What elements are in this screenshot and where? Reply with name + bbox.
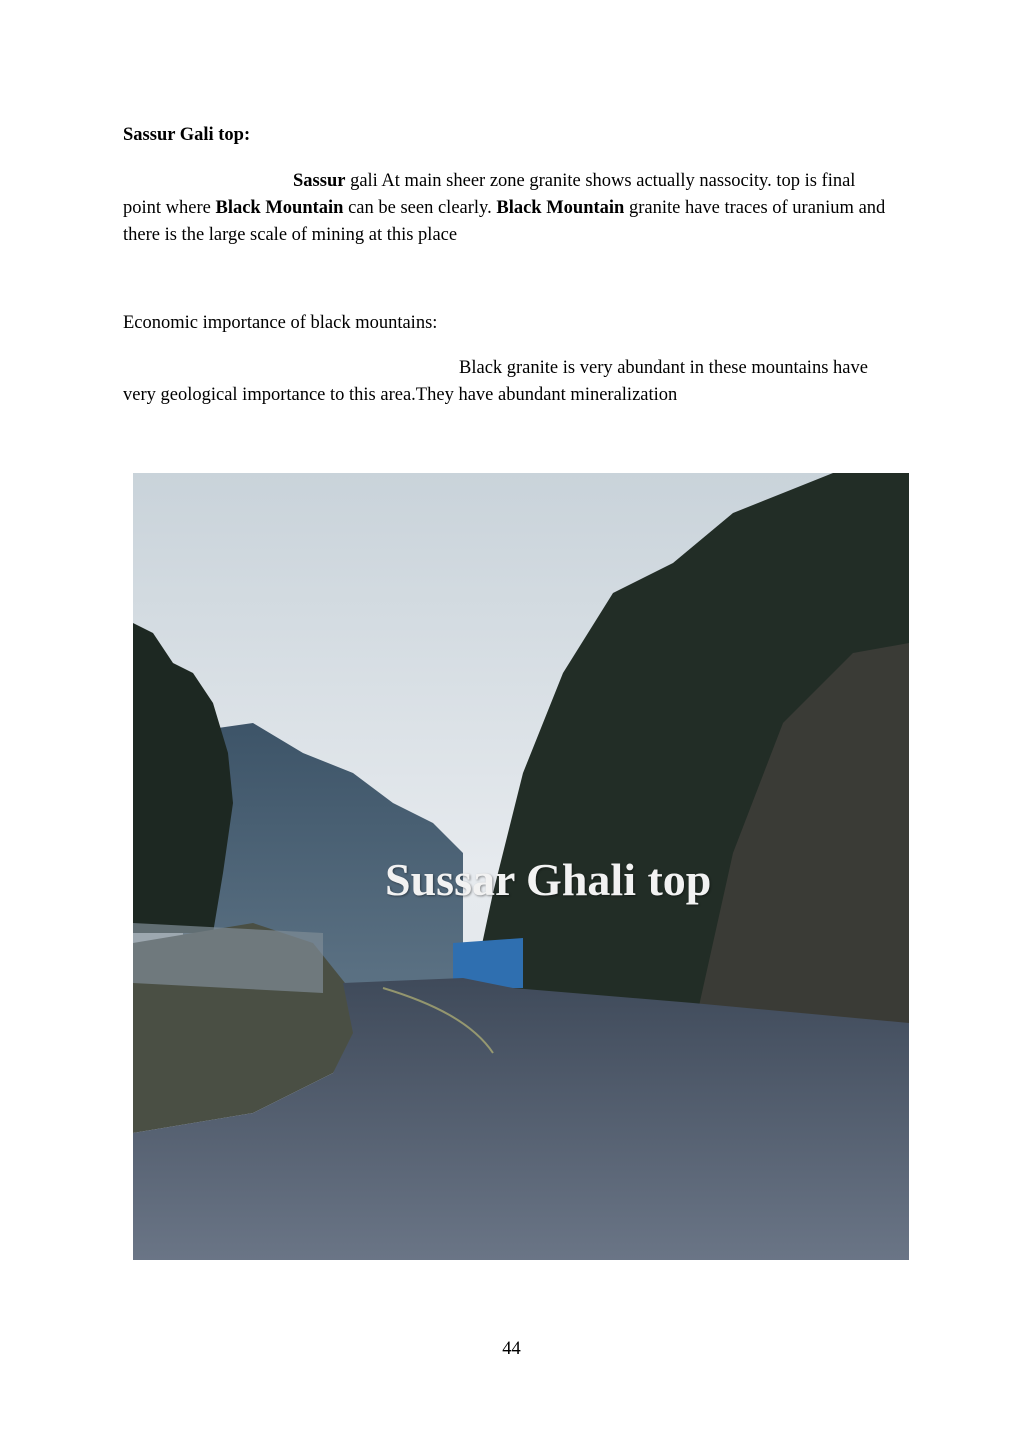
guard-rail (133, 923, 323, 993)
subsection-heading: Economic importance of black mountains: (123, 313, 438, 333)
road-photo (133, 473, 909, 1260)
section-heading: Sassur Gali top: (123, 125, 251, 145)
bold-term: Black Mountain (215, 198, 344, 218)
paragraph-text: can be seen clearly. (343, 198, 497, 218)
paragraph-text: granite have traces of uranium and there is the large scale of mining at this place (123, 198, 886, 245)
paragraph-text: gali At main sheer zone granite shows actually nassocity. top is final point where (123, 171, 856, 218)
bold-term: Sassur (293, 171, 346, 191)
bold-term: Black Mountain (496, 198, 625, 218)
paragraph-sassur-gali (123, 168, 898, 249)
page-number: 44 (502, 1339, 521, 1359)
photo-caption: Sussar Ghali top (385, 854, 712, 905)
paragraph-economic-importance: Black granite is very abundant in these mountains have very geological importance to this area.They have abundant mineralization (123, 358, 868, 405)
